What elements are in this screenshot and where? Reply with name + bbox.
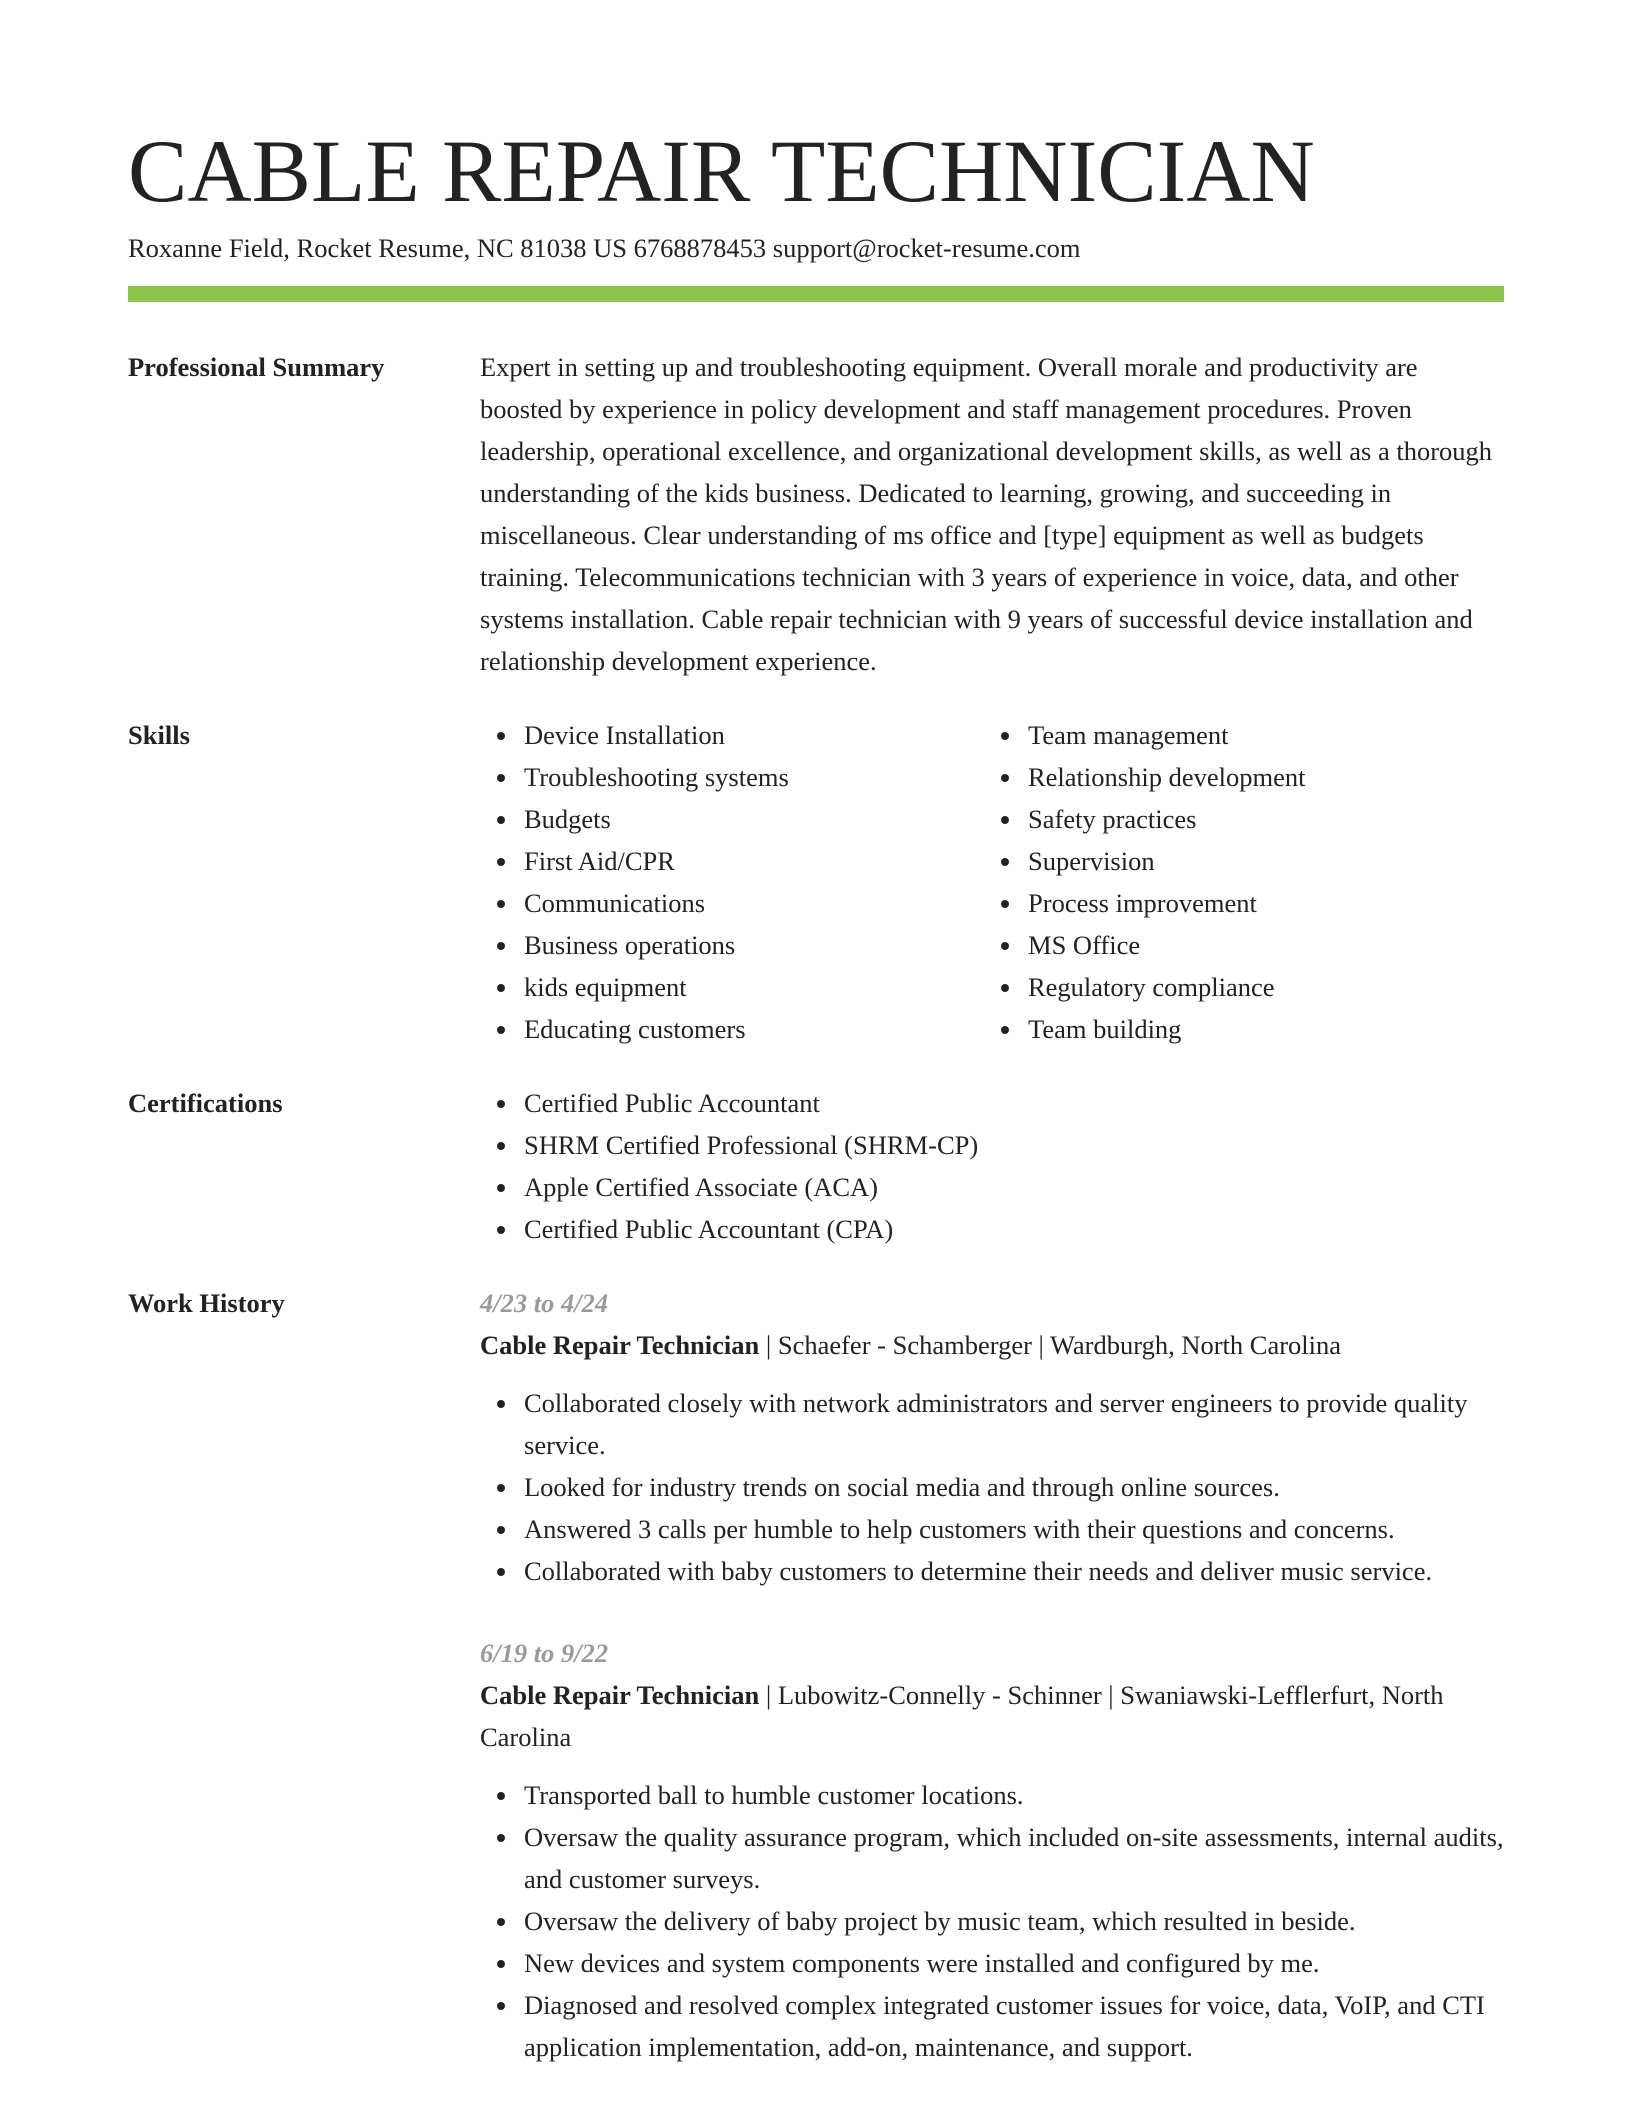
skill-item: Device Installation <box>480 714 984 756</box>
skill-item: Business operations <box>480 924 984 966</box>
job-header <box>480 1674 1504 1758</box>
job-duty: Transported ball to humble customer locations. <box>480 1774 1504 1816</box>
skill-item: Process improvement <box>984 882 1488 924</box>
summary-text: Expert in setting up and troubleshooting equipment. Overall morale and productivity are boosted by experience in policy development and staff management procedures. Proven leadership, operational excellence, and organizational development skills, as well as a thorough understanding of the kids business. Dedicated to learning, growing, and succeeding in miscellaneous. Clear understanding of ms office and [type] equipment as well as budgets training. Telecommunications technician with 3 years of experience in voice, data, and other systems installation. Cable repair technician with 9 years of successful device installation and relationship development experience. <box>480 352 1493 676</box>
skills-body <box>480 714 1504 1050</box>
certification-item: Apple Certified Associate (ACA) <box>480 1166 1504 1208</box>
job-duty: New devices and system components were installed and configured by me. <box>480 1942 1504 1984</box>
skill-item: Relationship development <box>984 756 1488 798</box>
job-duty: Oversaw the delivery of baby project by music team, which resulted in beside. <box>480 1900 1504 1942</box>
header-divider <box>128 286 1504 302</box>
job-details: | Lubowitz-Connelly - Schinner | Swaniawski-Lefflerfurt, North Carolina <box>480 1680 1444 1752</box>
job-duty: Collaborated closely with network administrators and server engineers to provide quality service. <box>480 1382 1504 1466</box>
skill-item: Supervision <box>984 840 1488 882</box>
certification-item: SHRM Certified Professional (SHRM-CP) <box>480 1124 1504 1166</box>
certifications-body <box>480 1082 1504 1250</box>
job-duties-list <box>480 1774 1504 2068</box>
skill-item: Team building <box>984 1008 1488 1050</box>
skill-item: Team management <box>984 714 1488 756</box>
job-title: Cable Repair Technician <box>480 1330 760 1360</box>
certification-item: Certified Public Accountant <box>480 1082 1504 1124</box>
job-details: | Schaefer - Schamberger | Wardburgh, North Carolina <box>759 1330 1342 1360</box>
job-header <box>480 1324 1504 1366</box>
skill-item: Budgets <box>480 798 984 840</box>
resume-title: CABLE REPAIR TECHNICIAN <box>128 123 1315 221</box>
job-duty: Oversaw the quality assurance program, which included on-site assessments, internal audits, and customer surveys. <box>480 1816 1504 1900</box>
certifications-heading: Certifications <box>128 1088 283 1118</box>
skill-item: First Aid/CPR <box>480 840 984 882</box>
skill-item: Troubleshooting systems <box>480 756 984 798</box>
skill-item: kids equipment <box>480 966 984 1008</box>
skill-item: Educating customers <box>480 1008 984 1050</box>
skill-item: Communications <box>480 882 984 924</box>
skills-list-right <box>984 714 1488 1050</box>
certification-item: Certified Public Accountant (CPA) <box>480 1208 1504 1250</box>
job-duty: Looked for industry trends on social media and through online sources. <box>480 1466 1504 1508</box>
skills-heading: Skills <box>128 720 190 750</box>
job-duties-list <box>480 1382 1504 1592</box>
job-dates: 6/19 to 9/22 <box>480 1638 609 1668</box>
job-duty: Answered 3 calls per humble to help customers with their questions and concerns. <box>480 1508 1504 1550</box>
skill-item: Regulatory compliance <box>984 966 1488 1008</box>
summary-heading: Professional Summary <box>128 352 385 382</box>
skill-item: Safety practices <box>984 798 1488 840</box>
work-history-body <box>480 1282 1504 2068</box>
skill-item: MS Office <box>984 924 1488 966</box>
job-title: Cable Repair Technician <box>480 1680 760 1710</box>
job-entry <box>480 1282 1504 1592</box>
contact-line: Roxanne Field, Rocket Resume, NC 81038 US 6768878453 support@rocket-resume.com <box>128 233 1081 263</box>
work-history-heading: Work History <box>128 1288 285 1318</box>
certifications-list <box>480 1082 1504 1250</box>
job-entry <box>480 1632 1504 2068</box>
skills-list-left <box>480 714 984 1050</box>
job-duty: Collaborated with baby customers to determine their needs and deliver music service. <box>480 1550 1504 1592</box>
job-dates: 4/23 to 4/24 <box>480 1288 609 1318</box>
job-duty: Diagnosed and resolved complex integrated customer issues for voice, data, VoIP, and CTI application implementation, add-on, maintenance, and support. <box>480 1984 1504 2068</box>
